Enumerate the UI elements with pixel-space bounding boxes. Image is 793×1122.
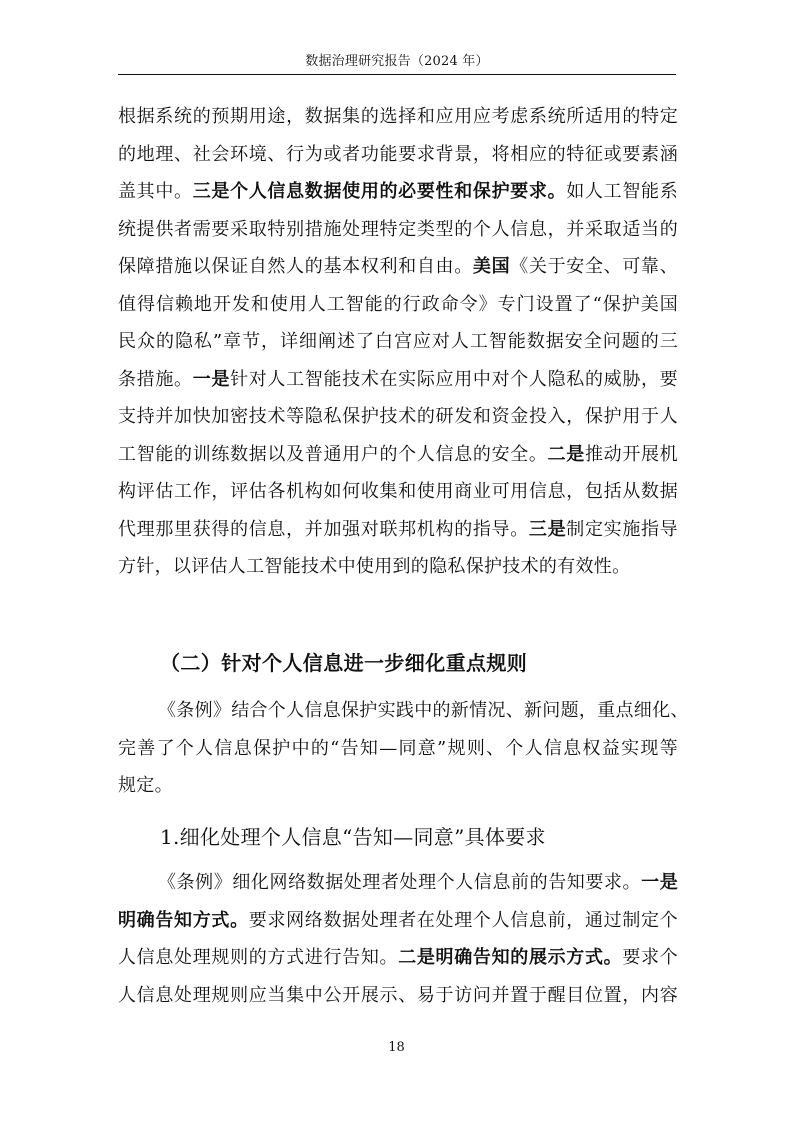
section-heading: （二）针对个人信息进一步细化重点规则 [160,651,528,675]
text-run: 《关于安全、可靠、 [510,256,678,277]
paragraph-2 [118,692,689,805]
text-run: 人信息处理规则的方式进行告知。 [118,947,399,968]
text-line: 方针，以评估人工智能技术中使用到的隐私保护技术的有效性。 [118,556,631,577]
bold-emphasis: 二是 [547,443,585,465]
text-run: 盖其中。 [118,181,193,202]
text-line [118,173,678,211]
bold-emphasis: 三是 [528,518,567,540]
bold-emphasis: 美国 [472,256,511,277]
sub-heading: 1.细化处理个人信息“告知—同意”具体要求 [160,825,546,849]
text-run: 推动开展机 [584,443,678,465]
text-line: 《条例》结合个人信息保护实践中的新情况、新问题，重点细化、 [158,700,689,721]
text-run: 条措施。 [118,368,193,390]
page-header: 数据治理研究报告（2024 年） [305,54,489,69]
bold-emphasis: 一是 [192,368,231,390]
text-line [118,511,678,549]
header-divider [118,74,676,75]
text-line: 规定。 [118,775,173,796]
bold-emphasis: 二是明确告知的展示方式。 [398,947,623,968]
bold-emphasis: 一是 [641,872,678,893]
text-run: 工智能的训练数据以及普通用户的个人信息的安全。 [118,443,548,465]
bold-emphasis: 三是个人信息数据使用的必要性和保护要求。 [192,181,567,202]
paragraph-3 [118,864,678,1014]
page-number: 18 [388,1040,405,1055]
text-line: 民众的隐私”章节，详细阐述了白宫应对人工智能数据安全问题的三 [118,331,678,352]
text-run: 代理那里获得的信息，并加强对联邦机构的指导。 [118,518,529,540]
text-run: 要求网络数据处理者在处理个人信息前，通过制定个 [248,909,678,931]
text-line: 人信息处理规则应当集中公开展示、易于访问并置于醒目位置，内容 [118,984,678,1006]
text-run: 制定实施指导 [566,518,678,540]
paragraph-1 [118,98,678,586]
text-run: 保障措施以保证自然人的基本权利和自由。 [118,256,473,277]
text-run: 如人工智能系 [566,181,678,202]
text-run: 针对人工智能技术在实际应用中对个人隐私的威胁，要 [230,368,678,390]
text-line [118,361,678,399]
text-line: 统提供者需要采取特别措施处理特定类型的个人信息，并采取适当的 [118,218,678,240]
text-line: 根据系统的预期用途，数据集的选择和应用应考虑系统所适用的特定 [118,106,678,127]
text-line: 完善了个人信息保护中的“告知—同意”规则、个人信息权益实现等 [118,737,678,759]
text-run: 《条例》细化网络数据处理者处理个人信息前的告知要求。 [158,872,642,893]
text-line [118,436,678,474]
text-line [118,248,678,286]
text-line: 的地理、社会环境、行为或者功能要求背景，将相应的特征或要素涵 [118,143,678,165]
text-run: 要求个 [622,947,679,968]
bold-emphasis: 明确告知方式。 [118,909,249,931]
text-line: 支持并加快加密技术等隐私保护技术的研发和资金投入，保护用于人 [118,406,678,427]
text-line [118,939,678,977]
text-line [118,902,678,940]
text-line: 构评估工作，评估各机构如何收集和使用商业可用信息，包括从数据 [118,481,678,502]
text-line [118,864,678,902]
text-line: 值得信赖地开发和使用人工智能的行政命令》专门设置了“保护美国 [118,293,678,315]
